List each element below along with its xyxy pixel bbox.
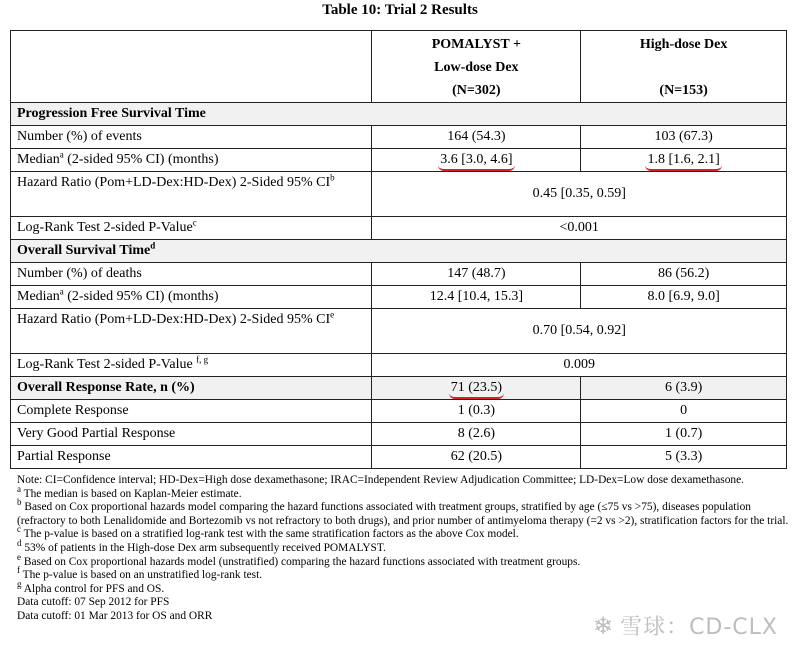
watermark	[593, 610, 778, 641]
cell-pom: 1 (0.3)	[372, 400, 581, 423]
label-text: Log-Rank Test 2-sided P-Value	[17, 220, 193, 235]
header-hd-n: (N=153)	[659, 83, 708, 98]
row-label	[11, 286, 372, 309]
footnote-ref: a	[59, 286, 64, 297]
table-row	[11, 286, 787, 309]
cell-hd: 103 (67.3)	[581, 126, 787, 149]
table-row	[11, 423, 787, 446]
note-c	[17, 524, 792, 542]
footnote-mark: d	[17, 538, 22, 549]
section-title	[11, 240, 787, 263]
table-title: Table 10: Trial 2 Results	[322, 2, 478, 18]
cell-pom: 62 (20.5)	[372, 446, 581, 469]
row-label: Partial Response	[11, 446, 372, 469]
table-row	[11, 354, 787, 377]
red-underline-mark	[645, 152, 721, 171]
row-label	[11, 309, 372, 354]
row-label	[11, 217, 372, 240]
note-text: 53% of patients in the High-dose Dex arm subsequently received POMALYST.	[24, 541, 386, 554]
footnote-mark: a	[17, 483, 21, 494]
footnote-mark: e	[17, 551, 21, 562]
cell-pom: 12.4 [10.4, 15.3]	[372, 286, 581, 309]
cell-hd: 1 (0.7)	[581, 423, 787, 446]
footnote-mark: c	[17, 524, 21, 535]
cell-pom: 8 (2.6)	[372, 423, 581, 446]
note-a	[17, 483, 792, 502]
cell-merged: <0.001	[372, 217, 787, 240]
footnote-ref: e	[330, 309, 335, 320]
note-text: Based on Cox proportional hazards model comparing the hazard functions associated with treatment groups, stratified by age (≤75 vs >75), diseases population (refractory to both Lenalidomide and Bortezomib vs not refractory to both drugs), and prior number of antimyeloma therapy (=2 vs >2), stratification factors for the trial.	[17, 501, 789, 527]
label-suffix: (2-sided 95% CI) (months)	[63, 289, 219, 304]
note-f	[17, 565, 792, 583]
footnote-ref: c	[192, 217, 197, 228]
footnotes	[17, 474, 792, 624]
red-underline-mark	[438, 152, 514, 171]
cell-merged: 0.45 [0.35, 0.59]	[372, 172, 787, 217]
note-g	[17, 578, 792, 597]
footnote-mark: f	[17, 565, 20, 576]
value-b: [1.6, 2.1]	[664, 152, 720, 167]
header-hd-spacer	[587, 56, 780, 79]
footnote-ref: a	[59, 149, 64, 160]
table-row	[11, 400, 787, 423]
footnote-ref: d	[150, 240, 156, 251]
note-cutoff-pfs: Data cutoff: 07 Sep 2012 for PFS	[17, 596, 170, 609]
cell-hd: 8.0 [6.9, 9.0]	[581, 286, 787, 309]
footnote-ref: b	[330, 172, 335, 183]
note-e	[17, 551, 792, 570]
table-row	[11, 172, 787, 217]
table-row	[11, 263, 787, 286]
note-text: Alpha control for PFS and OS.	[23, 582, 165, 595]
note-b	[17, 497, 792, 528]
table-row	[11, 126, 787, 149]
table-row	[11, 149, 787, 172]
value-a: 3.6	[440, 152, 458, 167]
header-hd-line1: High-dose Dex	[639, 37, 728, 52]
cell-hd: 6 (3.9)	[581, 377, 787, 400]
cell-merged: 0.009	[372, 354, 787, 377]
cell-hd: 0	[581, 400, 787, 423]
section-title: Overall Response Rate, n (%)	[11, 377, 372, 400]
header-row	[11, 31, 787, 103]
footnote-mark: g	[17, 578, 22, 589]
section-row-pfs	[11, 103, 787, 126]
table-row	[11, 309, 787, 354]
cell-pom	[372, 377, 581, 400]
note-text: Based on Cox proportional hazards model (unstratified) comparing the hazard functions associated with treatment groups.	[23, 555, 581, 568]
table-row	[11, 446, 787, 469]
label-suffix: (2-sided 95% CI) (months)	[63, 152, 219, 167]
value-b: [3.0, 4.6]	[457, 152, 513, 167]
section-text: Overall Survival Time	[17, 243, 151, 258]
note-abbreviations: Note: CI=Confidence interval; HD-Dex=High dose dexamethasone; IRAC=Independent Review Adjudication Committee; LD-Dex=Low dose dexamethasone.	[17, 474, 744, 486]
row-label: Number (%) of events	[11, 126, 372, 149]
row-label	[11, 149, 372, 172]
cell-merged: 0.70 [0.54, 0.92]	[372, 309, 787, 354]
cell-hd: 5 (3.3)	[581, 446, 787, 469]
row-label: Complete Response	[11, 400, 372, 423]
cell-hd	[581, 149, 787, 172]
label-text: Median	[17, 152, 60, 167]
table-row	[11, 217, 787, 240]
value-a: 1.8	[647, 152, 665, 167]
red-underline-mark: 71 (23.5)	[449, 380, 504, 399]
cell-pom: 147 (48.7)	[372, 263, 581, 286]
section-row-orr	[11, 377, 787, 400]
row-label: Very Good Partial Response	[11, 423, 372, 446]
label-text: Hazard Ratio (Pom+LD-Dex:HD-Dex) 2-Sided 95% CI	[17, 312, 331, 327]
cell-pom: 164 (54.3)	[372, 126, 581, 149]
header-pom-n: (N=302)	[452, 83, 501, 98]
note-text: The p-value is based on a stratified log-rank test with the same stratification factors as the above Cox model.	[23, 528, 519, 541]
footnote-ref: f, g	[196, 354, 209, 365]
note-text: The median is based on Kaplan-Meier estimate.	[23, 487, 242, 500]
watermark-text: 雪球：CD-CLX	[620, 615, 778, 640]
note-cutoff-os: Data cutoff: 01 Mar 2013 for OS and ORR	[17, 609, 213, 622]
section-title: Progression Free Survival Time	[11, 103, 787, 126]
snowball-icon: ❄	[592, 611, 615, 640]
results-table	[10, 30, 787, 469]
label-text: Log-Rank Test 2-sided P-Value	[17, 357, 197, 372]
row-label: Number (%) of deaths	[11, 263, 372, 286]
note-text: The p-value is based on an unstratified log-rank test.	[22, 569, 263, 582]
cell-hd: 86 (56.2)	[581, 263, 787, 286]
note-d	[17, 538, 792, 556]
header-highdose	[581, 31, 787, 103]
section-row-os	[11, 240, 787, 263]
row-label	[11, 354, 372, 377]
header-pom-line1: POMALYST +	[431, 37, 521, 52]
footnote-mark: b	[17, 497, 22, 508]
header-pomalyst	[372, 31, 581, 103]
label-text: Hazard Ratio (Pom+LD-Dex:HD-Dex) 2-Sided 95% CI	[17, 175, 331, 190]
cell-pom	[372, 149, 581, 172]
row-label	[11, 172, 372, 217]
header-empty-cell	[11, 31, 372, 103]
label-text: Median	[17, 289, 60, 304]
header-pom-line2: Low-dose Dex	[434, 60, 519, 75]
